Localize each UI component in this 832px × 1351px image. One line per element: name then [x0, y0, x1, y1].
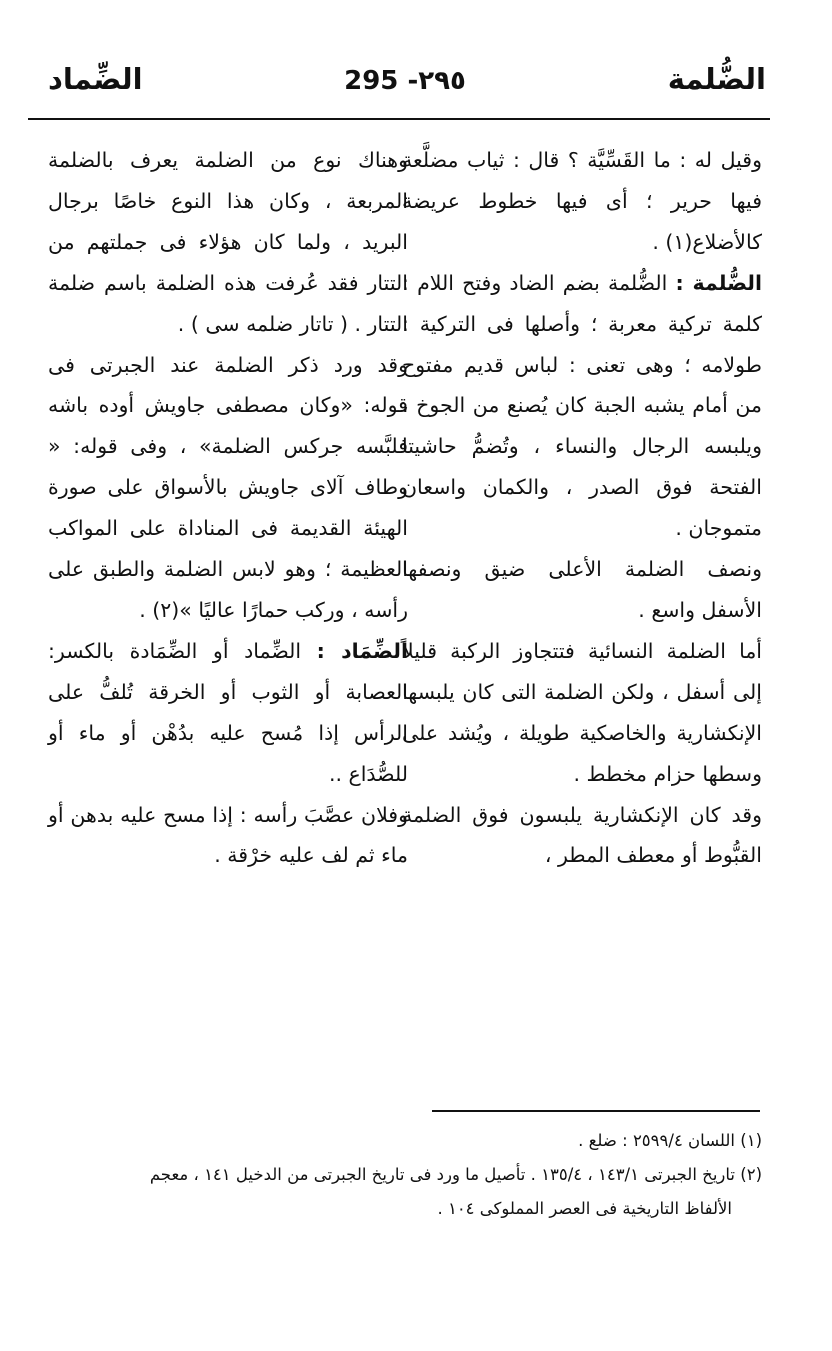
- left-column: [48, 140, 408, 876]
- paragraph: وفلان عصَّبَ رأسه : إذا مسح عليه بدهن أو ماء ثم لف عليه خرْقة .: [48, 802, 408, 868]
- page-number: 295 -٢٩٥: [344, 66, 466, 96]
- entry-paragraph: [402, 263, 762, 549]
- footnotes: [46, 1124, 762, 1226]
- paragraph: ونصف الضلمة الأعلى ضيق ونصفها الأسفل واسع .: [402, 557, 762, 622]
- entry-text: الضُّلمة بضم الضاد وفتح اللام : كلمة تركية معربة ؛ وأصلها فى التركية : طولامه ؛ وهى تعنى : لباس قديم مفتوح من أمام يشبه الجبة كان يُصنع من الجوخ ، ويلبسه الرجال والنساء ، وتُضمُّ حاشيتا الفتحة فوق الصدر ، والكمان واسعان متموجان .: [402, 270, 762, 541]
- header-entry-first: الضُّلمة: [667, 62, 766, 96]
- entry-paragraph: [48, 631, 408, 795]
- right-column: [402, 140, 762, 876]
- paragraph: وقيل له : ما القَسِّيَّة ؟ قال : ثياب مضلَّعة فيها حرير ؛ أى فيها خطوط عريضة كالأضلاع(١) .: [402, 148, 762, 254]
- running-header: [0, 58, 832, 108]
- entry-term: الضِّمَاد :: [316, 638, 408, 663]
- entry-text: الضِّماد أو الضِّمَادة بالكسر: العصابة أو الثوب أو الخرقة تُلفُّ على الرأس إذا مُسح عليه بدُهْن أو ماء أو للصُّدَاع ..: [48, 638, 408, 786]
- entry-term: الضُّلمة :: [675, 270, 762, 295]
- footnote-continuation: الألفاظ التاريخية فى العصر المملوكى ١٠٤ .: [437, 1199, 732, 1218]
- paragraph: أما الضلمة النسائية فتتجاوز الركبة قليلاً إلى أسفل ، ولكن الضلمة التى كان يلبسها الإنكشارية والخاصكية طويلة ، ويُشد على وسطها حزام مخطط .: [402, 638, 762, 786]
- paragraph: وقد ورد ذكر الضلمة عند الجبرتى فى قوله: «وكان مصطفى جاويش أوده باشه فلبَّسه جركس الضلمة» ، وفى قوله: « وطاف آلاى جاويش بالأسواق على صورة الهيئة القديمة فى المناداة على المواكب العظيمة ؛ وهو لابس الضلمة والطبق على رأسه ، وركب حمارًا عاليًا »(٢) .: [48, 352, 408, 622]
- header-entry-last: الضِّماد: [48, 62, 143, 96]
- header-rule: [28, 118, 770, 120]
- paragraph: وهناك نوع من الضلمة يعرف بالضلمة المربعة ، وكان هذا النوع خاصًا برجال البريد ، ولما كان هؤلاء فى جملتهم من التتار فقد عُرفت هذه الضلمة باسم ضلمة التتار . ( تاتار ضلمه سى ) .: [48, 148, 408, 336]
- footnote-rule: [432, 1110, 760, 1112]
- footnote: (٢) تاريخ الجبرتى ١٤٣/١ ، ١٣٥/٤ . تأصيل ما ورد فى تاريخ الجبرتى من الدخيل ١٤١ ، معجم: [149, 1165, 762, 1184]
- paragraph: وقد كان الإنكشارية يلبسون فوق الضلمة القبُّوط أو معطف المطر ،: [402, 802, 762, 868]
- footnote: (١) اللسان ٢٥٩٩/٤ : ضلع .: [578, 1131, 762, 1150]
